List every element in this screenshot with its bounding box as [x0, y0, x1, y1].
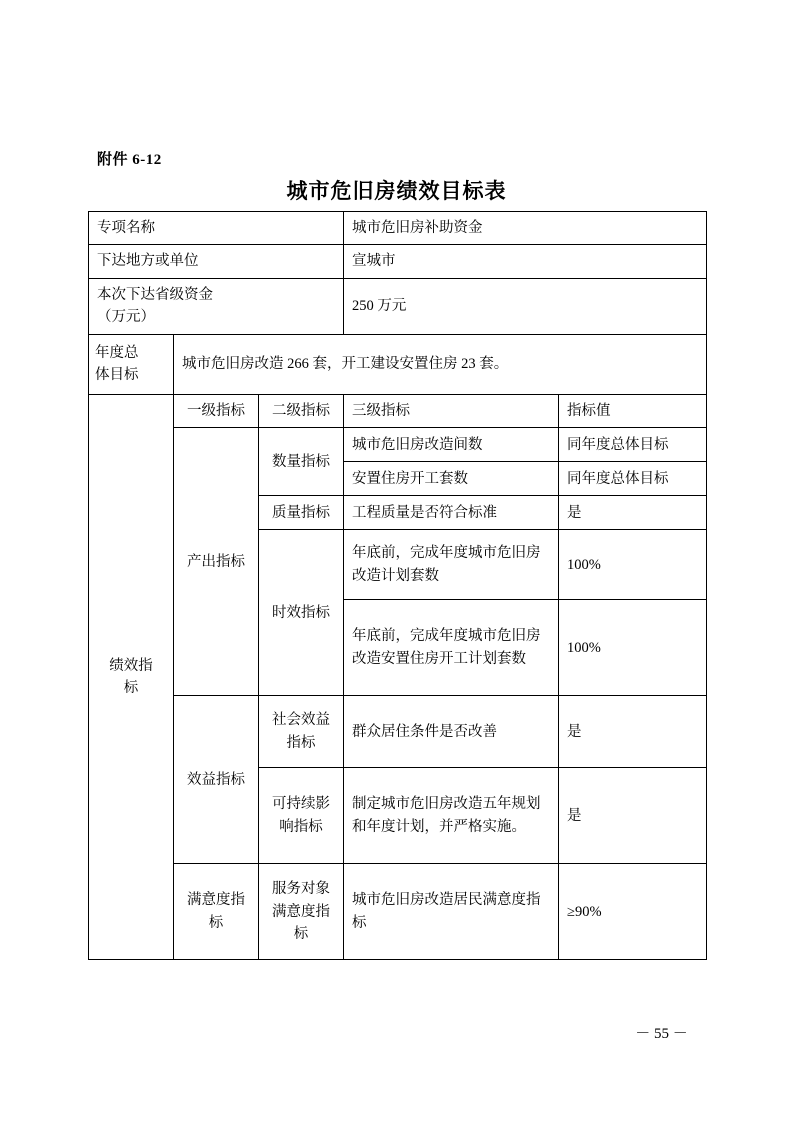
- cell-level1-benefit: 效益指标: [174, 696, 259, 864]
- cell-level3-housing-start-count: 安置住房开工套数: [344, 462, 559, 496]
- cell-recipient-value: 宣城市: [344, 245, 707, 278]
- cell-level2-sustainable-impact: 可持续影响指标: [259, 768, 344, 864]
- cell-level3-quality-standard: 工程质量是否符合标准: [344, 496, 559, 530]
- cell-value-housing-start-count: 同年度总体目标: [559, 462, 707, 496]
- cell-annual-goal-label-line2: 体目标: [95, 367, 139, 384]
- cell-annual-goal-value: 城市危旧房改造 266 套，开工建设安置住房 23 套。: [174, 334, 707, 394]
- cell-value-living-conditions: 是: [559, 696, 707, 768]
- cell-value-quality-standard: 是: [559, 496, 707, 530]
- cell-value-renovation-plan: 100%: [559, 530, 707, 600]
- page-number-text: － 55 －: [635, 1026, 688, 1042]
- cell-program-name-label: 专项名称: [89, 212, 344, 245]
- cell-funds-label: [89, 278, 344, 334]
- header-level3: 三级指标: [344, 394, 559, 427]
- table-row: [89, 278, 707, 334]
- table-row: [89, 245, 707, 278]
- cell-program-name-value: 城市危旧房补助资金: [344, 212, 707, 245]
- cell-level1-satisfaction: 满意度指标: [174, 864, 259, 960]
- cell-level1-output: 产出指标: [174, 428, 259, 696]
- cell-funds-label-line1: 本次下达省级资金: [97, 286, 213, 303]
- table-row: [89, 334, 707, 394]
- header-value: 指标值: [559, 394, 707, 427]
- cell-level3-living-conditions: 群众居住条件是否改善: [344, 696, 559, 768]
- cell-level3-renovation-count: 城市危旧房改造间数: [344, 428, 559, 462]
- table-row: [89, 212, 707, 245]
- page-number: [0, 1022, 793, 1043]
- table-row: [89, 864, 707, 960]
- header-level1: 一级指标: [174, 394, 259, 427]
- cell-level3-resident-satisfaction: 城市危旧房改造居民满意度指标: [344, 864, 559, 960]
- cell-level2-social-benefit: 社会效益指标: [259, 696, 344, 768]
- cell-performance-indicator-label: [89, 394, 174, 959]
- cell-value-renovation-count: 同年度总体目标: [559, 428, 707, 462]
- cell-level3-resettlement-plan: 年底前，完成年度城市危旧房改造安置住房开工计划套数: [344, 600, 559, 696]
- cell-value-resettlement-plan: 100%: [559, 600, 707, 696]
- cell-annual-goal-label-line1: 年度总: [95, 344, 139, 361]
- attachment-label: 附件 6-12: [97, 152, 162, 168]
- cell-annual-goal-label: [89, 334, 174, 394]
- table-row: [89, 428, 707, 462]
- cell-level3-five-year-plan: 制定城市危旧房改造五年规划和年度计划，并严格实施。: [344, 768, 559, 864]
- header-level2: 二级指标: [259, 394, 344, 427]
- cell-level2-timeliness: 时效指标: [259, 530, 344, 696]
- perf-label-line1: 绩效指: [109, 657, 153, 674]
- performance-target-table: [88, 211, 707, 960]
- cell-level2-quality: 质量指标: [259, 496, 344, 530]
- cell-funds-value: 250 万元: [344, 278, 707, 334]
- cell-level2-service-satisfaction: 服务对象满意度指标: [259, 864, 344, 960]
- table-row: [89, 696, 707, 768]
- cell-level3-renovation-plan: 年底前，完成年度城市危旧房改造计划套数: [344, 530, 559, 600]
- cell-value-resident-satisfaction: ≥90%: [559, 864, 707, 960]
- perf-label-line2: 标: [123, 680, 139, 697]
- cell-level2-quantity: 数量指标: [259, 428, 344, 496]
- table-header-row: [89, 394, 707, 427]
- cell-funds-label-line2: （万元）: [97, 309, 155, 326]
- cell-recipient-label: 下达地方或单位: [89, 245, 344, 278]
- cell-value-five-year-plan: 是: [559, 768, 707, 864]
- page-title: 城市危旧房绩效目标表: [286, 179, 507, 203]
